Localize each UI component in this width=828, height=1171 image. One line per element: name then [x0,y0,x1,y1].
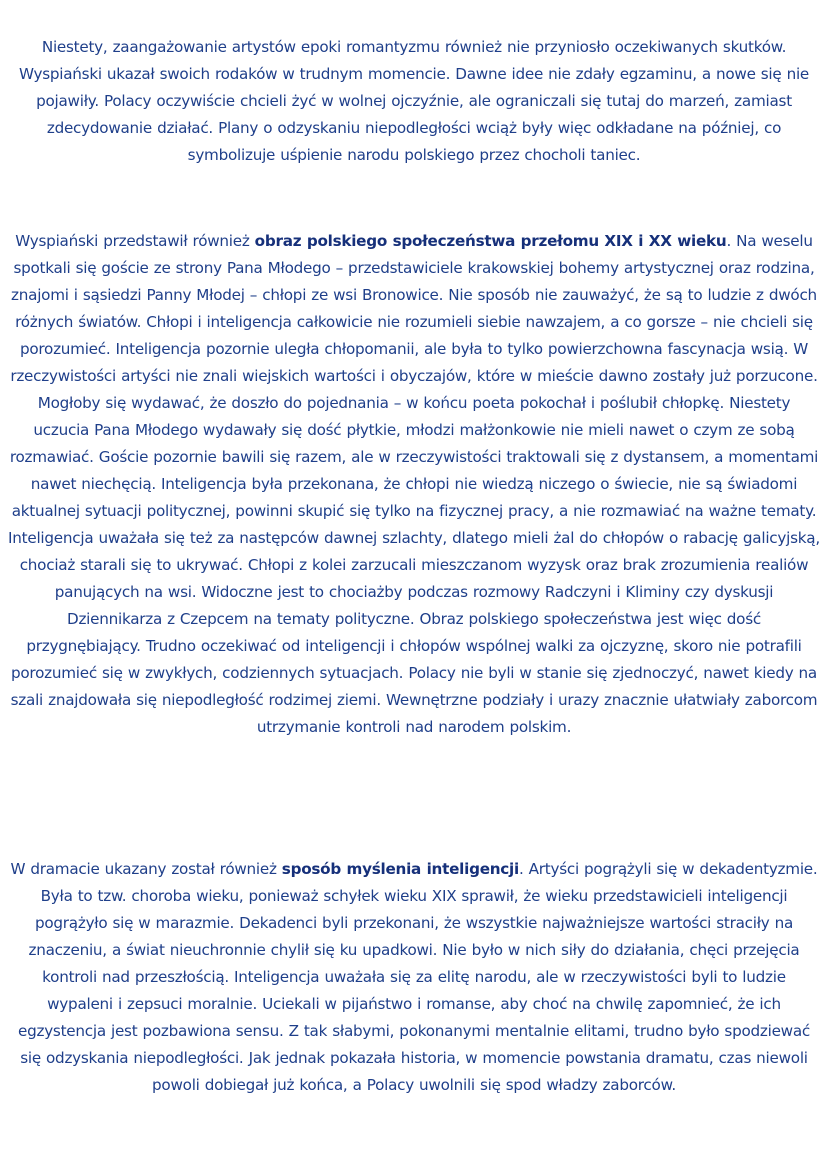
paragraph-2-emphasis: obraz polskiego społeczeństwa przełomu XIX i XX wieku [254,232,727,250]
paragraph-2-lead: Wyspiański przedstawił również [15,232,255,250]
paragraph-1-text: Niestety, zaangażowanie artystów epoki romantyzmu również nie przyniosło oczekiwanych skutków. Wyspiański ukazał swoich rodaków w trudnym momencie. Dawne idee nie zdały egzaminu, a nowe się nie pojawiły. Polacy oczywiście chcieli żyć w wolnej ojczyźnie, ale ograniczali się tutaj do marzeń, zamiast zdecydowanie działać. Plany o odzyskaniu niepodległości wciąż były więc odkładane na później, co symbolizuje uśpienie narodu polskiego przez chocholi taniec. [18,38,810,164]
paragraph-3-lead: W dramacie ukazany został również [10,860,282,878]
paragraph-romanticism-consequences [8,34,820,169]
paragraph-3-emphasis: sposób myślenia inteligencji [281,860,519,878]
paragraph-intelligentsia-mindset [8,856,820,1099]
paragraph-3-rest: . Artyści pogrążyli się w dekadentyzmie. Była to tzw. choroba wieku, ponieważ schyłek wieku XIX sprawił, że wieku przedstawicieli inteligencji pogrążyło się w marazmie. Dekadenci byli przekonani, że wszystkie najważniejsze wartości straciły na znaczeniu, a świat nieuchronnie chylił się ku upadkowi. Nie było w nich siły do działania, chęci przejęcia kontroli nad przeszłością. Inteligencja uważała się za elitę narodu, ale w rzeczywistości byli to ludzie wypaleni i zepsuci moralnie. Uciekali w pijaństwo i romanse, aby choć na chwilę zapomnieć, że ich egzystencja jest pozbawiona sensu. Z tak słabymi, pokonanymi mentalnie elitami, trudno było spodziewać się odzyskania niepodległości. Jak jednak pokazała historia, w momencie powstania dramatu, czas niewoli powoli dobiegał już końca, a Polacy uwolnili się spod władzy zaborców. [17,860,818,1094]
paragraph-2-rest: . Na weselu spotkali się goście ze strony Pana Młodego – przedstawiciele krakowskiej bohemy artystycznej oraz rodzina, znajomi i sąsiedzi Panny Młodej – chłopi ze wsi Bronowice. Nie sposób nie zauważyć, że są to ludzie z dwóch różnych światów. Chłopi i inteligencja całkowicie nie rozumieli siebie nawzajem, a co gorsze – nie chcieli się porozumieć. Inteligencja pozornie uległa chłopomanii, ale była to tylko powierzchowna fascynacja wsią. W rzeczywistości artyści nie znali wiejskich wartości i obyczajów, które w mieście dawno zostały już porzucone. Mogłoby się wydawać, że doszło do pojednania – w końcu poeta pokochał i poślubił chłopkę. Niestety uczucia Pana Młodego wydawały się dość płytkie, młodzi małżonkowie nie mieli nawet o czym ze sobą rozmawiać. Goście pozornie bawili się razem, ale w rzeczywistości traktowali się z dystansem, a momentami nawet niechęcią. Inteligencja była przekonana, że chłopi nie wiedzą niczego o świecie, nie są świadomi aktualnej sytuacji politycznej, powinni skupić się tylko na fizycznej pracy, a nie rozmawiać na ważne tematy. Inteligencja uważała się też za następców dawnej szlachty, dlatego mieli żal do chłopów o rabację galicyjską, chociaż starali się to ukrywać. Chłopi z kolei zarzucali mieszczanom wyzysk oraz brak zrozumienia realiów panujących na wsi. Widoczne jest to chociażby podczas rozmowy Radczyni i Kliminy czy dyskusji Dziennikarza z Czepcem na tematy polityczne. Obraz polskiego społeczeństwa jest więc dość przygnębiający. Trudno oczekiwać od inteligencji i chłopów wspólnej walki za ojczyznę, skoro nie potrafili porozumieć się w zwykłych, codziennych sytuacjach. Polacy nie byli w stanie się zjednoczyć, nawet kiedy na szali znajdowała się niepodległość rodzimej ziemi. Wewnętrzne podziały i urazy znacznie ułatwiały zaborcom utrzymanie kontroli nad narodem polskim. [8,232,820,736]
paragraph-society-portrait [8,228,820,741]
